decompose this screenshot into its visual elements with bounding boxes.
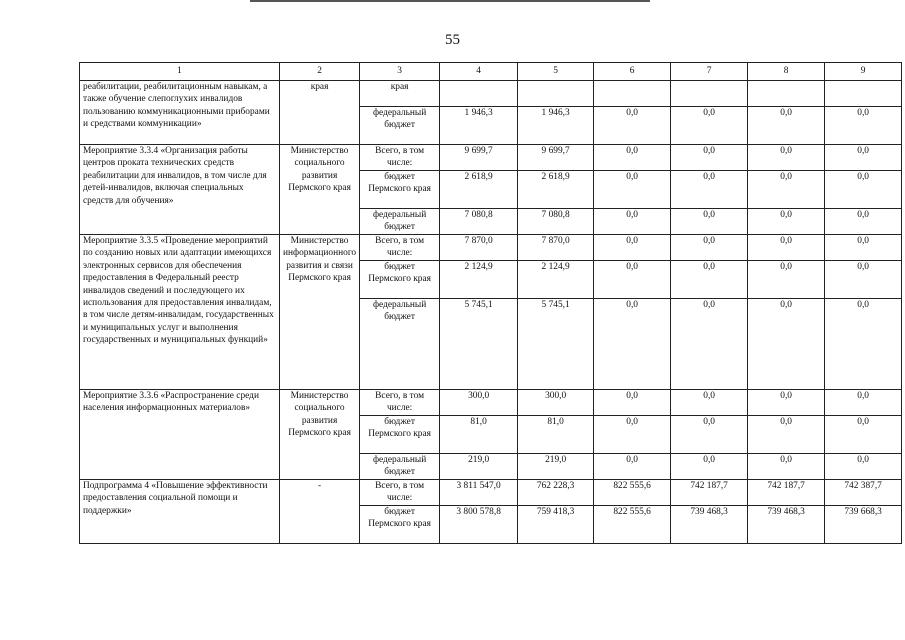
activity-cell: Мероприятие 3.3.4 «Организация работы центров проката технических средств реабилитации для инвалидов, в том числе для детей-инвалидов, включая специальных средств для обучения» [80,145,280,235]
header-cell: 1 [80,63,280,81]
value-cell: 739 468,3 [748,506,825,544]
value-cell: 0,0 [594,416,671,454]
organization-cell: края [280,81,360,145]
funding-source-cell: федеральный бюджет [360,454,440,480]
value-cell: 0,0 [594,171,671,209]
value-cell: 9 699,7 [440,145,518,171]
value-cell: 742 187,7 [748,480,825,506]
top-rule [250,0,650,2]
value-cell: 0,0 [671,416,748,454]
value-cell: 7 080,8 [518,209,594,235]
value-cell: 3 800 578,8 [440,506,518,544]
funding-source-cell: бюджет Пермского края [360,171,440,209]
funding-source-cell: федеральный бюджет [360,107,440,145]
funding-source-cell: федеральный бюджет [360,299,440,390]
value-cell: 0,0 [825,261,902,299]
table-row [80,390,902,416]
value-cell: 0,0 [748,416,825,454]
value-cell: 0,0 [825,416,902,454]
value-cell: 219,0 [518,454,594,480]
value-cell [671,81,748,107]
table-row [80,145,902,171]
value-cell: 742 187,7 [671,480,748,506]
value-cell: 759 418,3 [518,506,594,544]
value-cell [518,81,594,107]
page-number: 55 [445,32,460,48]
value-cell: 0,0 [671,145,748,171]
value-cell: 300,0 [440,390,518,416]
table-body [80,63,902,544]
value-cell: 822 555,6 [594,506,671,544]
value-cell: 0,0 [748,171,825,209]
header-cell: 2 [280,63,360,81]
value-cell: 0,0 [594,145,671,171]
value-cell: 0,0 [825,454,902,480]
value-cell: 0,0 [594,299,671,390]
value-cell [440,81,518,107]
activity-cell: реабилитации, реабилитационным навыкам, а также обучение слепоглухих инвалидов пользованию коммуникационными приборами и средствами коммуникации» [80,81,280,145]
value-cell: 2 124,9 [440,261,518,299]
value-cell: 762 228,3 [518,480,594,506]
activity-cell: Подпрограмма 4 «Повышение эффективности предоставления социальной помощи и поддержки» [80,480,280,544]
value-cell: 0,0 [671,261,748,299]
funding-source-cell: бюджет Пермского края [360,261,440,299]
value-cell: 0,0 [825,299,902,390]
header-cell: 6 [594,63,671,81]
value-cell: 0,0 [594,261,671,299]
value-cell: 9 699,7 [518,145,594,171]
funding-source-cell: Всего, в том числе: [360,235,440,261]
value-cell: 0,0 [748,261,825,299]
value-cell: 0,0 [748,390,825,416]
value-cell: 0,0 [825,171,902,209]
table-row [80,81,902,107]
value-cell: 0,0 [671,171,748,209]
value-cell: 219,0 [440,454,518,480]
value-cell [594,81,671,107]
value-cell: 0,0 [825,235,902,261]
funding-source-cell: бюджет Пермского края [360,416,440,454]
value-cell: 0,0 [671,390,748,416]
value-cell: 0,0 [594,235,671,261]
header-cell: 3 [360,63,440,81]
value-cell: 0,0 [594,454,671,480]
organization-cell: - [280,480,360,544]
header-row [80,63,902,81]
value-cell [825,81,902,107]
value-cell: 81,0 [518,416,594,454]
value-cell: 0,0 [671,454,748,480]
header-cell: 9 [825,63,902,81]
value-cell: 0,0 [671,107,748,145]
value-cell: 0,0 [748,107,825,145]
activity-cell: Мероприятие 3.3.5 «Проведение мероприятий по созданию новых или адаптации имеющихся электронных сервисов для обеспечения предоставления в Федеральный реестр инвалидов сведений и последующего их использования для предоставления инвалидам, в том числе детям-инвалидам, государственных и муниципальных услуг и выполнения государственных и муниципальных функций» [80,235,280,390]
value-cell: 81,0 [440,416,518,454]
value-cell: 0,0 [825,390,902,416]
value-cell: 0,0 [671,235,748,261]
value-cell: 0,0 [748,454,825,480]
header-cell: 4 [440,63,518,81]
funding-source-cell: федеральный бюджет [360,209,440,235]
value-cell: 739 468,3 [671,506,748,544]
organization-cell: Министерство информационного развития и связи Пермского края [280,235,360,390]
value-cell: 0,0 [594,107,671,145]
value-cell: 0,0 [825,209,902,235]
value-cell: 0,0 [748,299,825,390]
funding-source-cell: края [360,81,440,107]
value-cell: 2 618,9 [518,171,594,209]
value-cell: 7 870,0 [518,235,594,261]
value-cell: 0,0 [825,145,902,171]
value-cell: 742 387,7 [825,480,902,506]
value-cell: 7 080,8 [440,209,518,235]
value-cell: 0,0 [825,107,902,145]
funding-source-cell: Всего, в том числе: [360,390,440,416]
value-cell: 0,0 [748,209,825,235]
value-cell: 2 124,9 [518,261,594,299]
table-row [80,480,902,506]
header-cell: 5 [518,63,594,81]
header-cell: 8 [748,63,825,81]
table-row [80,235,902,261]
value-cell: 300,0 [518,390,594,416]
funding-source-cell: Всего, в том числе: [360,145,440,171]
value-cell: 0,0 [671,209,748,235]
value-cell: 822 555,6 [594,480,671,506]
organization-cell: Министерство социального развития Пермского края [280,390,360,480]
organization-cell: Министерство социального развития Пермского края [280,145,360,235]
value-cell: 0,0 [748,145,825,171]
header-cell: 7 [671,63,748,81]
value-cell: 0,0 [594,390,671,416]
funding-source-cell: бюджет Пермского края [360,506,440,544]
value-cell: 7 870,0 [440,235,518,261]
value-cell: 1 946,3 [440,107,518,145]
value-cell: 0,0 [748,235,825,261]
activity-cell: Мероприятие 3.3.6 «Распространение среди населения информационных материалов» [80,390,280,480]
value-cell: 5 745,1 [518,299,594,390]
funding-source-cell: Всего, в том числе: [360,480,440,506]
value-cell: 0,0 [671,299,748,390]
value-cell: 1 946,3 [518,107,594,145]
value-cell: 3 811 547,0 [440,480,518,506]
budget-table [79,62,902,544]
value-cell: 739 668,3 [825,506,902,544]
value-cell: 5 745,1 [440,299,518,390]
value-cell: 2 618,9 [440,171,518,209]
value-cell: 0,0 [594,209,671,235]
value-cell [748,81,825,107]
